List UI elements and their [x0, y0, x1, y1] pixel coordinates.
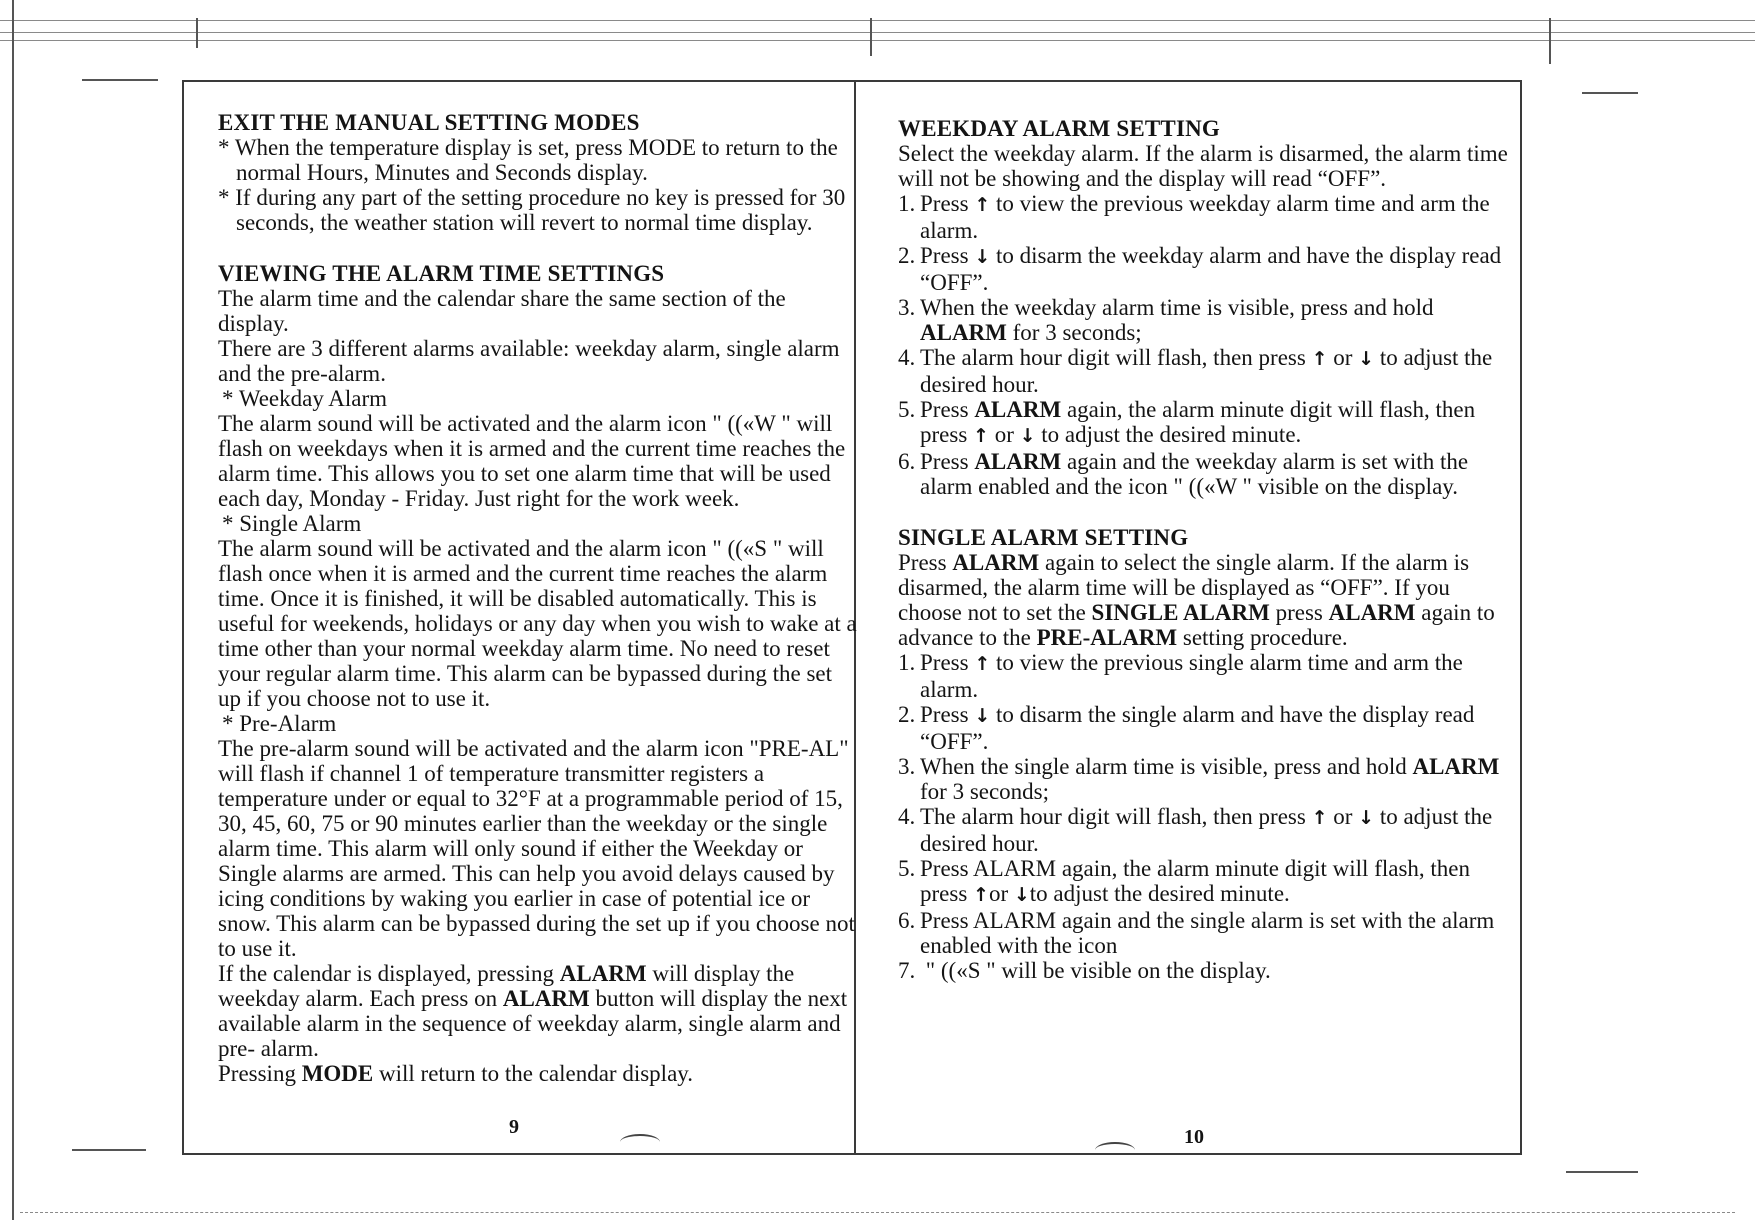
paragraph [218, 961, 858, 1061]
text-run: again, the alarm minute digit will flash, then press [920, 397, 1476, 447]
crop-mark [12, 0, 14, 1220]
crop-mark [196, 18, 198, 48]
paragraph [898, 550, 1508, 650]
weekday-alarm-section [898, 116, 1508, 499]
text-run: Press [920, 191, 975, 216]
step-item [898, 449, 1508, 499]
step-number: 6. [898, 908, 916, 933]
step-number: 6. [898, 449, 916, 474]
text-run: Press [920, 397, 975, 422]
text-run: Pressing [218, 1061, 302, 1086]
step-number: 5. [898, 397, 916, 422]
step-item [898, 243, 1508, 295]
bullet-item: * When the temperature display is set, press MODE to return to the normal Hours, Minutes and Seconds display. [218, 135, 838, 185]
bottom-rule [20, 1212, 1735, 1213]
step-number: 4. [898, 804, 916, 829]
step-number: 2. [898, 702, 916, 727]
text-run: Press [920, 702, 975, 727]
subheading: * Single Alarm [222, 511, 362, 536]
up-arrow-icon: ↑ [1311, 348, 1328, 370]
paragraph: The alarm time and the calendar share the same section of the display. [218, 286, 786, 336]
step-list [898, 650, 1508, 983]
key-name: ALARM [1328, 600, 1416, 625]
left-page [218, 110, 858, 1112]
step-item [898, 958, 1508, 983]
top-rule [0, 32, 1755, 33]
text-run: button will display the next available alarm in the sequence of weekday alarm, single alarm and pre- alarm. [218, 986, 848, 1061]
fold-mark [1095, 1142, 1135, 1158]
down-arrow-icon: ↓ [1358, 807, 1375, 829]
crop-mark [1566, 1171, 1638, 1173]
step-number: 7. [898, 958, 916, 983]
text-run: to view the previous weekday alarm time and arm the alarm. [920, 191, 1490, 243]
down-arrow-icon: ↓ [974, 246, 991, 268]
section-heading: WEEKDAY ALARM SETTING [898, 116, 1221, 141]
section-heading: SINGLE ALARM SETTING [898, 525, 1189, 550]
key-name: ALARM [559, 961, 647, 986]
text-run: Press [920, 449, 975, 474]
crop-mark [1549, 18, 1551, 64]
text-run: will display the weekday alarm. Each press on [218, 961, 795, 1011]
text-run: The alarm hour digit will flash, then press [920, 804, 1312, 829]
text-run: press [1269, 600, 1329, 625]
text-run: Press [920, 650, 975, 675]
text-run: for 3 seconds; [920, 779, 1050, 804]
key-name: ALARM [974, 449, 1062, 474]
text-run: Press [898, 550, 953, 575]
key-name: PRE-ALARM [1036, 625, 1178, 650]
text-run: to disarm the weekday alarm and have the display read “OFF”. [920, 243, 1502, 295]
text-run: or [1327, 345, 1359, 370]
step-item [898, 295, 1508, 345]
up-arrow-icon: ↑ [973, 425, 989, 447]
paragraph: Select the weekday alarm. If the alarm is disarmed, the alarm time will not be showing and the display will read “OFF”. [898, 141, 1508, 191]
top-rule [0, 40, 1755, 41]
text-run: to adjust the desired hour. [920, 804, 1493, 856]
text-run: or [1327, 804, 1359, 829]
page-number: 10 [1184, 1126, 1204, 1148]
text-run: again and the weekday alarm is set with the alarm enabled and the icon " ((«W " visible on the display. [920, 449, 1469, 499]
step-number: 1. [898, 650, 916, 675]
crop-mark [82, 79, 158, 81]
subheading: * Weekday Alarm [222, 386, 388, 411]
step-item [898, 650, 1508, 702]
text-run: to adjust the desired hour. [920, 345, 1493, 397]
paragraph: There are 3 different alarms available: weekday alarm, single alarm and the pre-alarm. [218, 336, 840, 386]
step-item [898, 397, 1508, 449]
subheading: * Pre-Alarm [222, 711, 337, 736]
key-name: SINGLE ALARM [1091, 600, 1270, 625]
text-run: Press ALARM again, the alarm minute digit will flash, then press [920, 856, 1471, 906]
top-rule [0, 20, 1755, 21]
down-arrow-icon: ↓ [1013, 884, 1030, 906]
crop-mark [72, 1149, 146, 1151]
text-run: If the calendar is displayed, pressing [218, 961, 560, 986]
text-run: for 3 seconds; [1006, 320, 1142, 345]
text-run: to adjust the desired minute. [1035, 422, 1302, 447]
down-arrow-icon: ↓ [974, 705, 991, 727]
down-arrow-icon: ↓ [1019, 425, 1036, 447]
single-alarm-section [898, 525, 1508, 983]
text-run: again to advance to the [898, 600, 1495, 650]
key-name: ALARM [974, 397, 1062, 422]
up-arrow-icon: ↑ [973, 884, 989, 906]
text-run: Press ALARM again and the single alarm is set with the alarm enabled with the icon [920, 908, 1495, 958]
key-name: ALARM [920, 320, 1007, 345]
step-list [898, 191, 1508, 499]
text-run: When the single alarm time is visible, press and hold [920, 754, 1413, 779]
up-arrow-icon: ↑ [1311, 807, 1328, 829]
up-arrow-icon: ↑ [974, 194, 991, 216]
step-number: 5. [898, 856, 916, 881]
text-run: setting procedure. [1177, 625, 1348, 650]
step-number: 3. [898, 754, 916, 779]
step-number: 4. [898, 345, 916, 370]
exit-manual-section [218, 110, 858, 235]
page-number: 9 [509, 1116, 519, 1138]
key-name: ALARM [1412, 754, 1500, 779]
key-name: ALARM [952, 550, 1040, 575]
step-number: 1. [898, 191, 916, 216]
crop-mark [870, 18, 872, 56]
paragraph: The alarm sound will be activated and the alarm icon " ((«W " will flash on weekdays when it is armed and the current time reaches the alarm time. This allows you to set one alarm time that will be used each day, Monday - Friday. Just right for the work week. [218, 411, 846, 511]
step-item [898, 754, 1508, 804]
text-run: to view the previous single alarm time and arm the alarm. [920, 650, 1463, 702]
text-run: When the weekday alarm time is visible, press and hold [920, 295, 1434, 320]
step-number: 3. [898, 295, 916, 320]
step-item [898, 856, 1508, 908]
right-page [898, 116, 1508, 1009]
viewing-alarm-section [218, 261, 858, 1086]
text-run: will return to the calendar display. [373, 1061, 694, 1086]
step-number: 2. [898, 243, 916, 268]
step-item [898, 345, 1508, 397]
paragraph: The pre-alarm sound will be activated and the alarm icon "PRE-AL" will flash if channel 1 of temperature transmitter registers a temperature under or equal to 32°F at a programmable period of 15, 30, 45, 60, 75 or 90 minutes earlier than the weekday or the single alarm time. This alarm will only sound if either the Weekday or Single alarms are armed. This can help you avoid delays caused by icing conditions by waking you earlier in case of potential ice or snow. This alarm can be bypassed during the set up if you choose not to use it. [218, 736, 855, 961]
section-heading: EXIT THE MANUAL SETTING MODES [218, 110, 640, 135]
crop-mark [1582, 92, 1638, 94]
text-run: to disarm the single alarm and have the display read “OFF”. [920, 702, 1475, 754]
text-run: again to select the single alarm. If the alarm is disarmed, the alarm time will be displayed as “OFF”. If you choose not to set the [898, 550, 1470, 625]
key-name: ALARM [502, 986, 590, 1011]
step-item [898, 702, 1508, 754]
text-run: The alarm hour digit will flash, then press [920, 345, 1312, 370]
text-run: to adjust the desired minute. [1029, 881, 1290, 906]
up-arrow-icon: ↑ [974, 653, 991, 675]
key-name: MODE [301, 1061, 374, 1086]
paragraph: The alarm sound will be activated and the alarm icon " ((«S " will flash once when it is armed and the current time reaches the alarm time. Once it is finished, it will be disabled automatically. This is useful for weekends, holidays or any day when you wish to wake at a time other than your normal weekday alarm time. No need to reset your regular alarm time. This alarm can be bypassed during the set up if you choose not to use it. [218, 536, 857, 711]
text-run: or [988, 881, 1014, 906]
step-item [898, 804, 1508, 856]
paragraph [218, 1061, 858, 1086]
down-arrow-icon: ↓ [1358, 348, 1375, 370]
text-run: Press [920, 243, 975, 268]
fold-mark [620, 1134, 660, 1150]
step-item [898, 191, 1508, 243]
text-run: " ((«S " will be visible on the display. [920, 958, 1271, 983]
bullet-item: * If during any part of the setting procedure no key is pressed for 30 seconds, the weather station will revert to normal time display. [218, 185, 846, 235]
step-item [898, 908, 1508, 958]
section-heading: VIEWING THE ALARM TIME SETTINGS [218, 261, 665, 286]
text-run: or [988, 422, 1020, 447]
